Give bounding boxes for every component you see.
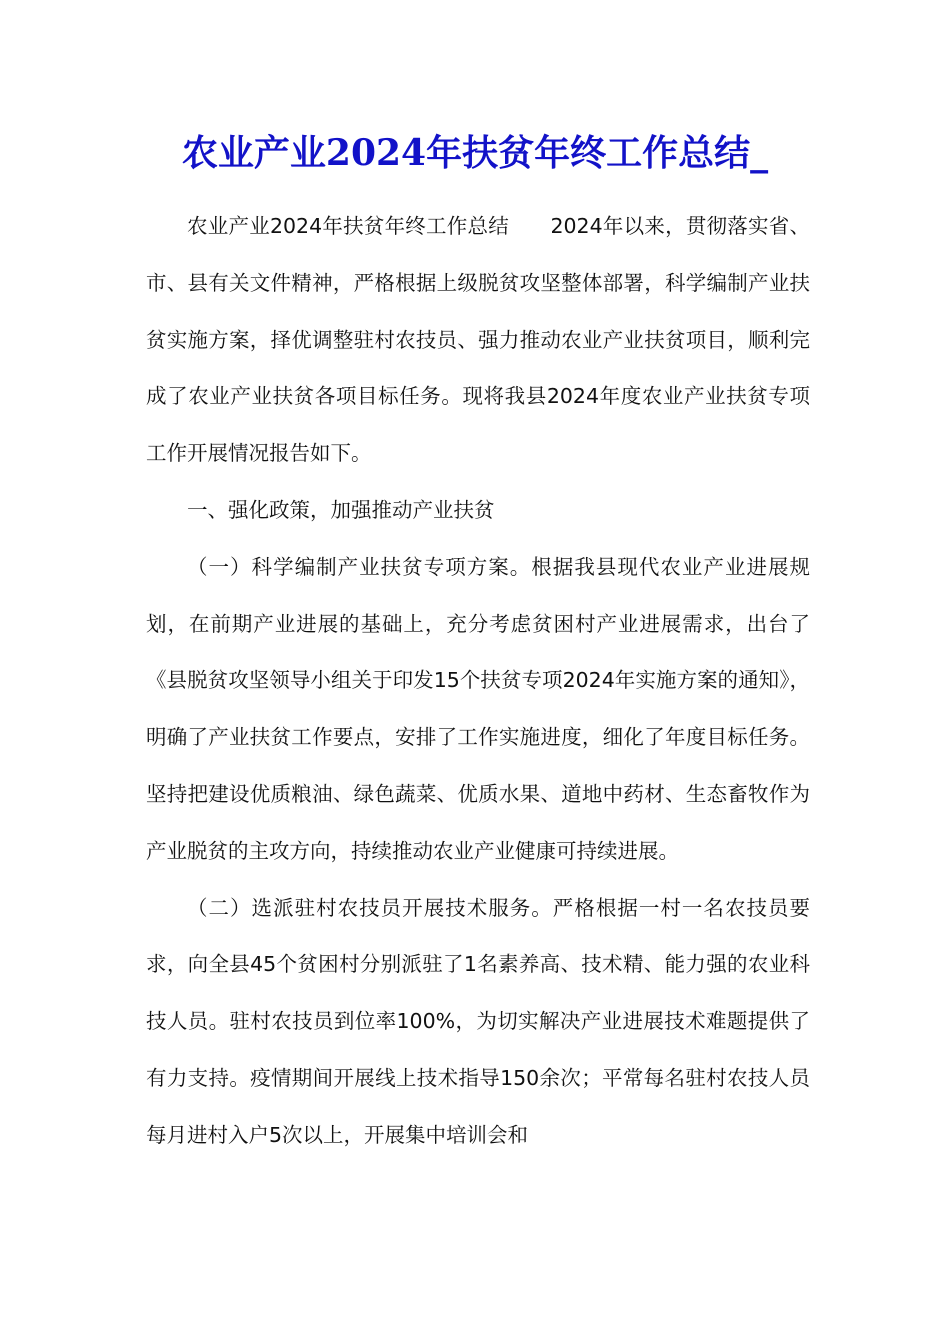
paragraph-subsection-2: （二）选派驻村农技员开展技术服务。严格根据一村一名农技员要求，向全县45个贫困村分别派驻了1名素养高、技术精、能力强的农业科技人员。驻村农技员到位率100%，为切实解决产业进展技术难题提供了有力支持。疫情期间开展线上技术指导150余次；平常每名驻村农技人员每月进村入户5次以上，开展集中培训会和 [146, 895, 810, 1147]
document-body [146, 198, 810, 1164]
document-title: 农业产业2024年扶贫年终工作总结_ [181, 132, 769, 174]
paragraph-intro: 农业产业2024年扶贫年终工作总结 2024年以来，贯彻落实省、市、县有关文件精神，严格根据上级脱贫攻坚整体部署，科学编制产业扶贫实施方案，择优调整驻村农技员、强力推动农业产业扶贫项目，顺利完成了农业产业扶贫各项目标任务。现将我县2024年度农业产业扶贫专项工作开展情况报告如下。 [146, 214, 810, 466]
section-heading-1: 一、强化政策，加强推动产业扶贫 [187, 497, 495, 522]
paragraph-subsection-1: （一）科学编制产业扶贫专项方案。根据我县现代农业产业进展规划，在前期产业进展的基础上，充分考虑贫困村产业进展需求，出台了《县脱贫攻坚领导小组关于印发15个扶贫专项2024年实施方案的通知》，明确了产业扶贫工作要点，安排了工作实施进度，细化了年度目标任务。坚持把建设优质粮油、绿色蔬菜、优质水果、道地中药材、生态畜牧作为产业脱贫的主攻方向，持续推动农业产业健康可持续进展。 [146, 554, 810, 863]
